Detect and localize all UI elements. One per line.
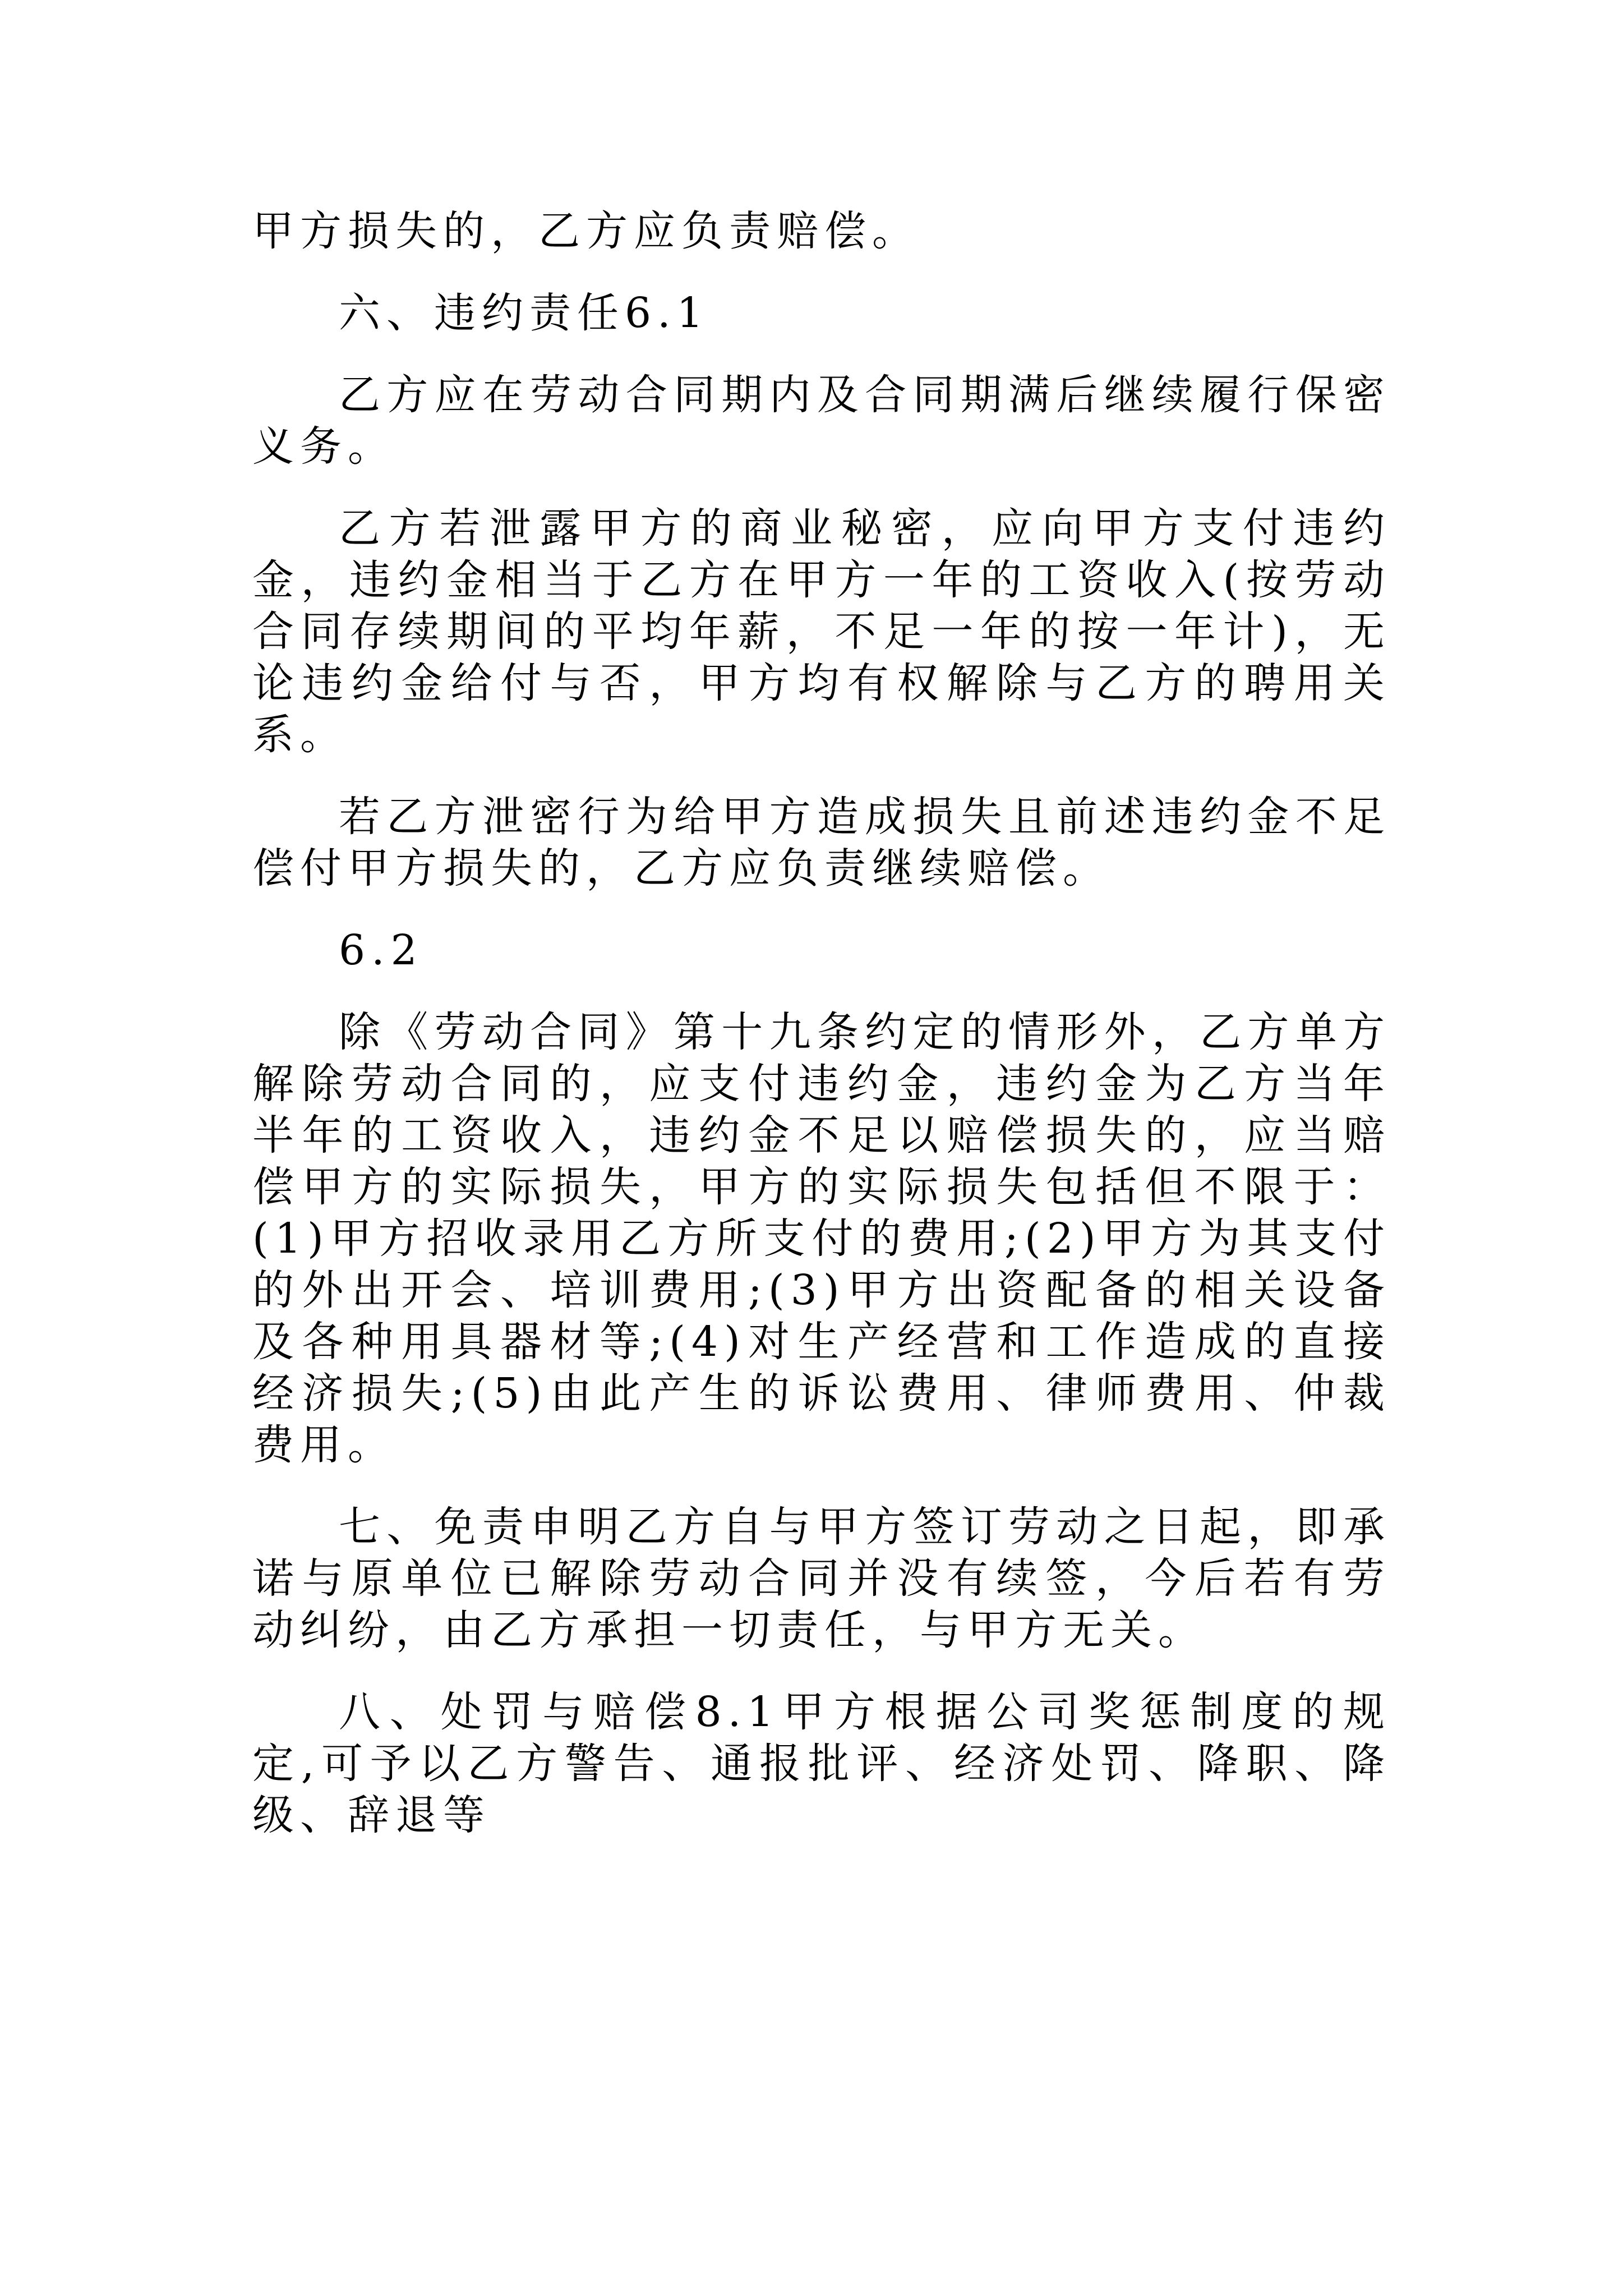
paragraph-5: 若乙方泄密行为给甲方造成损失且前述违约金不足偿付甲方损失的，乙方应负责继续赔偿。 <box>252 793 1391 892</box>
paragraph-1: 甲方损失的，乙方应负责赔偿。 <box>252 207 920 255</box>
paragraph-6: 6.2 <box>339 926 423 974</box>
document-body <box>252 205 1391 1841</box>
paragraph-4: 乙方若泄露甲方的商业秘密，应向甲方支付违约金，违约金相当于乙方在甲方一年的工资收入(按劳动合同存续期间的平均年薪，不足一年的按一年计)，无论违约金给付与否，甲方均有权解除与乙方的聘用关系。 <box>252 504 1391 759</box>
paragraph-7: 除《劳动合同》第十九条约定的情形外，乙方单方解除劳动合同的，应支付违约金，违约金为乙方当年半年的工资收入，违约金不足以赔偿损失的，应当赔偿甲方的实际损失，甲方的实际损失包括但不限于：(1)甲方招收录用乙方所支付的费用;(2)甲方为其支付的外出开会、培训费用;(3)甲方出资配备的相关设备及各种用具器材等;(4)对生产经营和工作造成的直接经济损失;(5)由此产生的诉讼费用、律师费用、仲裁费用。 <box>252 1008 1391 1469</box>
paragraph-8: 七、免责申明乙方自与甲方签订劳动之日起，即承诺与原单位已解除劳动合同并没有续签，今后若有劳动纠纷，由乙方承担一切责任，与甲方无关。 <box>252 1503 1391 1654</box>
paragraph-9: 八、处罚与赔偿8.1甲方根据公司奖惩制度的规定,可予以乙方警告、通报批评、经济处罚、降职、降级、辞退等 <box>252 1688 1391 1839</box>
paragraph-2: 六、违约责任6.1 <box>339 289 709 337</box>
paragraph-3: 乙方应在劳动合同期内及合同期满后继续履行保密义务。 <box>252 371 1391 471</box>
